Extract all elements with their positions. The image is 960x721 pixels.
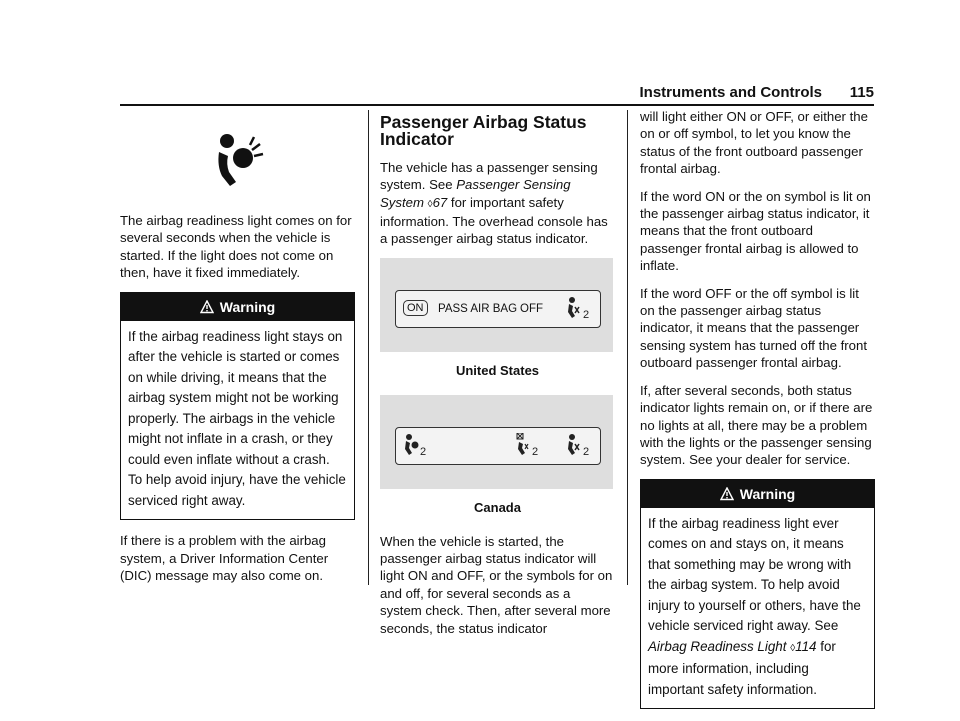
- on-label: ON: [403, 300, 428, 316]
- column-3: [640, 108, 875, 721]
- column-divider: [627, 110, 628, 585]
- page-number: 115: [849, 84, 874, 101]
- column-1: [120, 108, 355, 594]
- seat-number: 2: [583, 446, 590, 458]
- column-2: [380, 108, 615, 647]
- paragraph: If, after several seconds, both status indicator lights remain on, or if there are no lights at all, there may be a problem with the lights or the passenger sensing system. See your dealer for service.: [640, 382, 873, 468]
- page-reference: 114: [795, 638, 817, 654]
- cross-reference-link[interactable]: Passenger Sensing System: [380, 177, 571, 210]
- indicator-bar: [395, 290, 601, 328]
- page-header: [120, 82, 874, 102]
- paragraph: will light either ON or OFF, or either the on or off symbol, to let you know the status of the front outboard passenger frontal airbag.: [640, 109, 868, 177]
- passenger-airbag-disabled-icon: [514, 433, 544, 457]
- warning-title: Warning: [739, 485, 796, 502]
- warning-box: [120, 292, 355, 521]
- warning-header: [121, 293, 354, 321]
- text: The vehicle has a passenger sensing system. See: [380, 159, 598, 193]
- off-label: OFF: [520, 302, 543, 315]
- warning-body: [641, 508, 874, 709]
- header-rule: [120, 104, 874, 106]
- paragraph: [380, 159, 615, 248]
- paragraph: If there is a problem with the airbag system, a Driver Information Center (DIC) message may also come on.: [120, 533, 329, 583]
- warning-triangle-icon: [720, 487, 734, 501]
- paragraph: The airbag readiness light comes on for several seconds when the vehicle is started. If the light does not come on then, have it fixed immediately.: [120, 213, 352, 281]
- passenger-airbag-on-icon: [402, 433, 432, 457]
- warning-header: [641, 480, 874, 508]
- image-caption: United States: [455, 362, 540, 378]
- warning-title: Warning: [219, 298, 276, 315]
- seat-number: 2: [532, 446, 539, 458]
- warning-box: [640, 479, 875, 710]
- column-divider: [368, 110, 369, 585]
- passenger-airbag-off-icon: [564, 296, 594, 320]
- page-reference: 67: [432, 194, 448, 210]
- indicator-bar: [395, 427, 601, 465]
- section-title: Instruments and Controls: [639, 84, 822, 101]
- paragraph: If the word ON or the on symbol is lit on the passenger airbag status indicator, it means that the front outboard passenger frontal airbag is allowed to inflate.: [640, 188, 871, 274]
- paragraph: When the vehicle is started, the passenger airbag status indicator will light ON and OFF, or the symbols for on and off, for several seconds as a system check. Then, after several more seconds, the status indicator: [380, 533, 613, 636]
- warning-triangle-icon: [200, 300, 214, 314]
- cross-reference-link[interactable]: Airbag Readiness Light: [648, 638, 787, 654]
- image-caption: Canada: [474, 500, 521, 516]
- text: If the airbag readiness light ever comes on and stays on, it means that something may be wrong with the airbag system. To help avoid injury to yourself or others, have the vehicle serviced right away. See: [648, 515, 861, 634]
- page-arrow-icon: ◊: [790, 642, 796, 654]
- seat-number: 2: [583, 308, 590, 320]
- passenger-airbag-off-icon: [564, 433, 594, 457]
- canada-indicator-image: [380, 395, 613, 489]
- airbag-readiness-icon: [120, 108, 355, 212]
- pass-airbag-label: PASS AIR BAG: [438, 302, 518, 315]
- page-arrow-icon: ◊: [427, 198, 433, 210]
- paragraph: If the word OFF or the off symbol is lit on the passenger airbag status indicator, it means that the passenger sensing system has turned off the front outboard passenger frontal airbag.: [640, 285, 868, 371]
- us-indicator-image: [380, 258, 613, 352]
- section-heading: Passenger Airbag Status Indicator: [380, 112, 587, 150]
- text: for important safety information. The overhead console has a passenger airbag status indicator.: [380, 194, 608, 247]
- text: for more information, including important safety information.: [648, 638, 836, 697]
- warning-body: If the airbag readiness light stays on after the vehicle is started or comes on while driving, it means that the airbag system might not be working properly. The airbags in the vehicle might not inflate in a crash, or they could even inflate without a crash. To help avoid injury, have the vehicle serviced right away.: [128, 328, 346, 508]
- seat-number: 2: [420, 446, 427, 458]
